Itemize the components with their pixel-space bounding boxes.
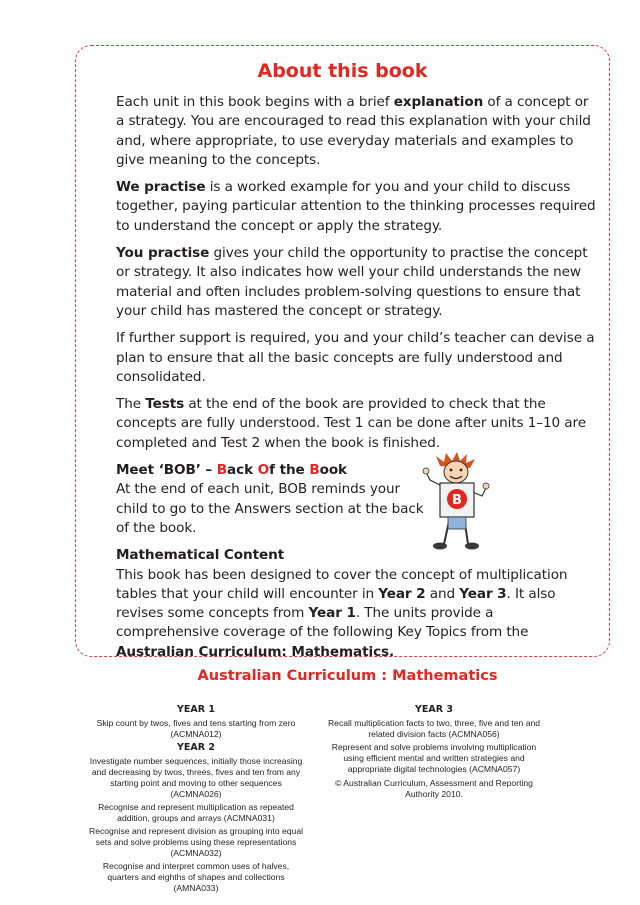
year2-item: Recognise and represent multiplication as repeated addition, groups and arrays (ACMNA031) — [98, 802, 294, 823]
bob-badge-letter: B — [452, 493, 462, 508]
tests-text: The — [116, 396, 146, 413]
year1-label: YEAR 1 — [177, 704, 215, 715]
you-practise-text: gives your child the opportunity to practise the concept or strategy. It also indicates how well your child understands the new material and often includes problem-solving questions to ensure that your child has mastered the concept or strategy. — [116, 245, 588, 319]
bob-paragraph: At the end of each unit, BOB reminds your child to go to the Answers section at the back of the book. — [116, 481, 424, 536]
tests-text-end: at the end of the book are provided to check that the concepts are fully understood. Test 1 can be done after units 1–10 are completed and Test 2 when the book is finished. — [116, 396, 586, 451]
year1-item: Skip count by twos, fives and tens starting from zero (ACMNA012) — [96, 718, 296, 739]
bob-word-f: f the — [269, 462, 310, 479]
year2-label: YEAR 2 — [177, 742, 215, 753]
body-text — [116, 93, 596, 670]
you-practise-paragraph — [116, 244, 596, 321]
mc-year3: Year 3 — [459, 585, 507, 602]
bob-letter-b: B — [216, 462, 228, 479]
page-title: About this book — [257, 60, 428, 82]
bob-letter-o: O — [257, 462, 270, 479]
mc-text-3: . It also revises some concepts from — [116, 585, 556, 622]
bob-heading-prefix: Meet ‘BOB’ – — [116, 462, 217, 479]
tests-paragraph — [116, 395, 596, 453]
curriculum-right-column — [324, 702, 544, 802]
year2-item: Recognise and represent division as grouping into equal sets and solve problems using these representations (ACMNA032) — [88, 826, 304, 858]
bob-mascot-illustration — [422, 452, 492, 552]
intro-text-end: of a concept or a strategy. You are encouraged to read this explanation with your child and, where appropriate, to use everyday materials and examples to give meaning to the concepts. — [116, 94, 591, 168]
math-content-paragraph — [116, 566, 596, 662]
we-practise-paragraph — [116, 178, 596, 236]
intro-bold: explanation — [393, 94, 484, 110]
support-paragraph: If further support is required, you and your child’s teacher can devise a plan to ensure that all the basic concepts are fully understood and consolidated. — [116, 330, 595, 385]
bob-word-ack: ack — [227, 462, 258, 479]
curriculum-left-column — [88, 702, 304, 896]
copyright-note: © Australian Curriculum, Assessment and Reporting Authority 2010. — [335, 778, 533, 799]
mc-year1: Year 1 — [308, 605, 356, 622]
math-content-heading: Mathematical Content — [116, 547, 285, 564]
mc-text-4: . The units provide a comprehensive coverage of the following Key Topics from the — [116, 605, 529, 641]
mc-text-2: and — [425, 585, 460, 602]
year3-label: YEAR 3 — [415, 704, 453, 715]
you-practise-bold: You practise — [116, 245, 210, 262]
we-practise-bold: We practise — [116, 179, 206, 196]
mc-year2: Year 2 — [378, 585, 426, 602]
bob-letter-b2: B — [309, 462, 320, 479]
mc-curriculum: Australian Curriculum: Mathematics. — [116, 643, 395, 660]
bob-word-ook: ook — [319, 462, 347, 479]
mc-text-1: This book has been designed to cover the concept of multiplication tables that your child will encounter in — [116, 566, 568, 602]
year2-item: Recognise and interpret common uses of halves, quarters and eighths of shapes and collections (AMNA033) — [102, 861, 290, 893]
bob-heading — [116, 461, 596, 480]
year2-item: Investigate number sequences, initially those increasing and decreasing by twos, threes, fives and ten from any starting point and moving to other sequences (ACMNA026) — [89, 756, 303, 799]
intro-paragraph — [116, 93, 596, 170]
year3-item: Recall multiplication facts to two, three, five and ten and related division facts (ACMNA056) — [327, 718, 541, 739]
curriculum-heading: Australian Curriculum : Mathematics — [197, 668, 498, 684]
tests-bold: Tests — [145, 396, 185, 413]
intro-text: Each unit in this book begins with a brief — [116, 94, 394, 110]
we-practise-text: is a worked example for you and your child to discuss together, paying particular attention to the thinking processes required to understand the concept or apply the strategy. — [116, 179, 596, 234]
year3-item: Represent and solve problems involving multiplication using efficient mental and written strategies and appropriate digital technologies (ACMNA057) — [331, 742, 537, 774]
